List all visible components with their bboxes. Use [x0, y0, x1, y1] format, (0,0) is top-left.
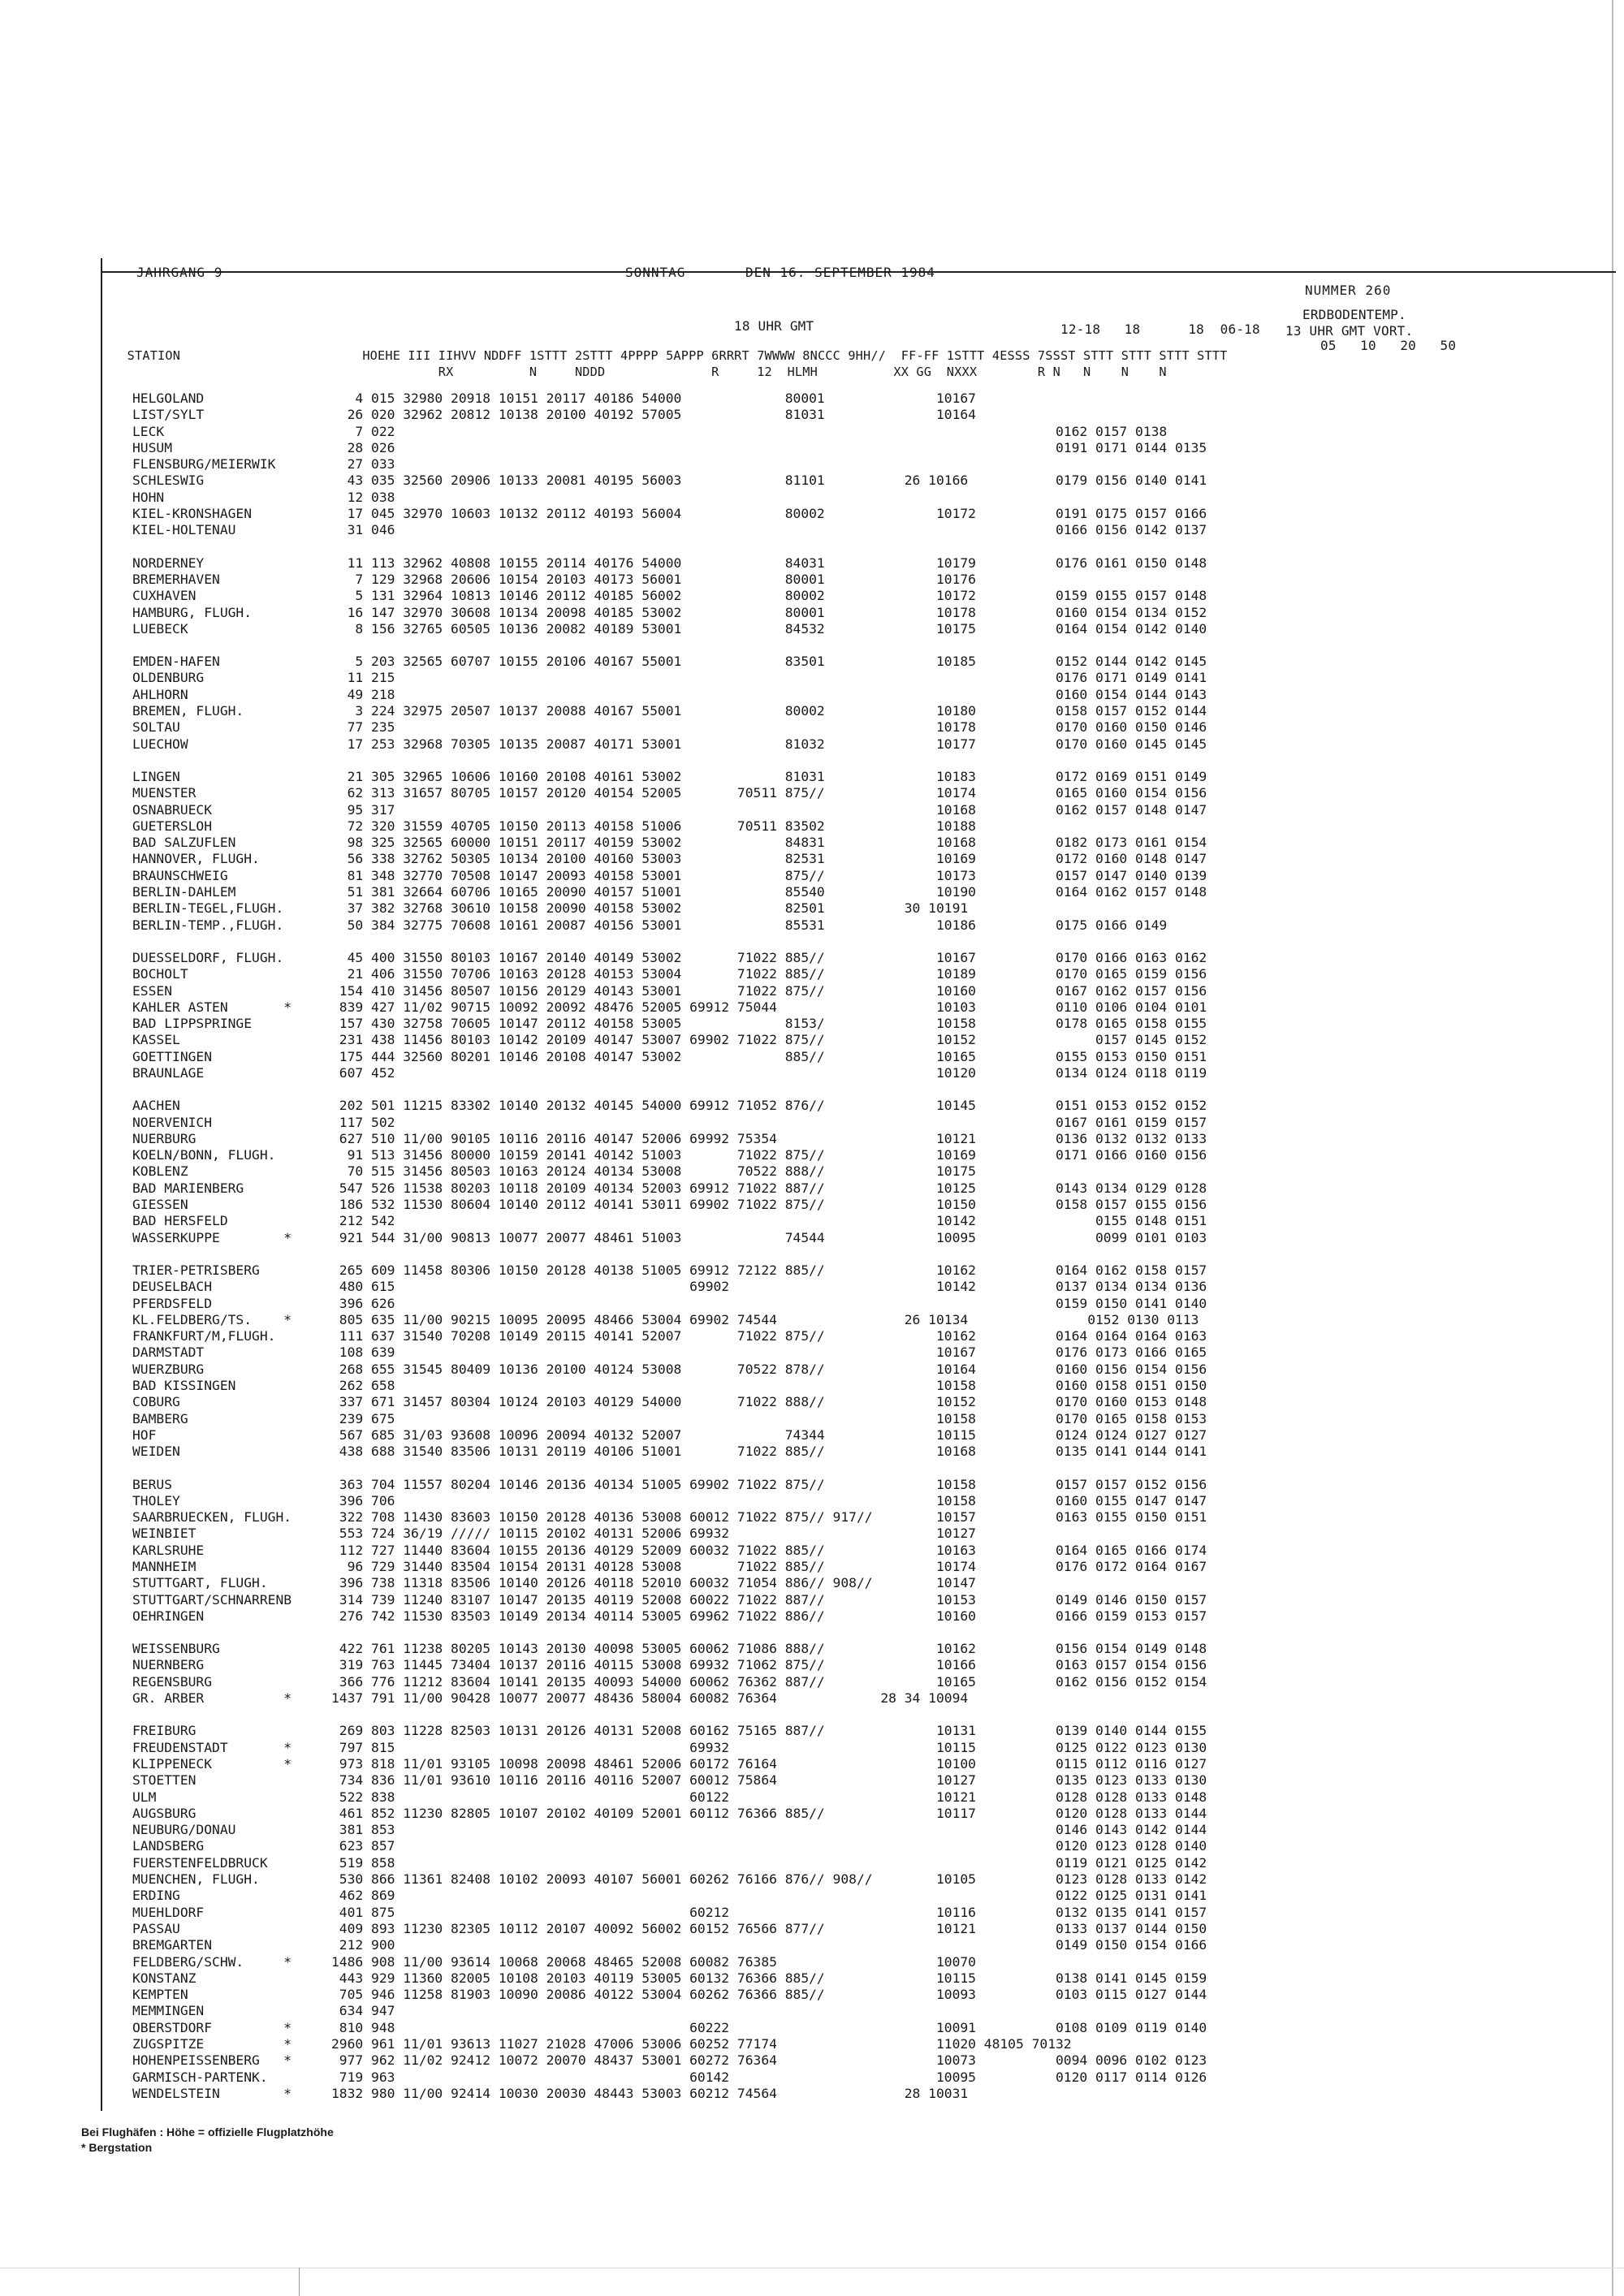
station-group: HELGOLAND LIST/SYLT LECK HUSUM FLENSBURG/MEIERWIK SCHLESWIG HOHN KIEL-KRONSHAGEN KIEL-HOLTENAU — [132, 391, 276, 538]
nummer: NUMMER 260 — [1305, 283, 1392, 298]
data-group: 45 400 31550 80103 10167 20140 40149 53002 71022 885// 10167 0170 0166 0163 0162 21 406 31550 70706 10163 20128 40153 53004 71022 885// 10189 0170 0165 0159 0156 154 410 31456 80507 10156 20129 40143 53001 71022 875// 10160 0167 0162 0157 0156 839 427 11/02 90715 10092 20092 48476 52005 69912 75044 10103 0110 0106 0104 0101 157 430 32758 70605 10147 20112 40158 53005 8153/ 10158 0178 0165 0158 0155 231 438 11456 80103 10142 20109 40147 53007 69902 71022 875// 10152 0157 0145 0152 175 444 32560 80201 10146 20108 40147 53002 885// 10165 0155 0153 0150 0151 607 452 10120 0134 0124 0118 0119 — [339, 949, 1207, 1081]
station-group: BERUS THOLEY SAARBRUECKEN, FLUGH. WEINBIET KARLSRUHE MANNHEIM STUTTGART, FLUGH. STUTTGART/SCHNARRENB OEHRINGEN — [132, 1476, 292, 1624]
erdboden-label: ERDBODENTEMP. — [1302, 307, 1406, 322]
data-group: 265 609 11458 80306 10150 20128 40138 51005 69912 72122 885// 10162 0164 0162 0158 0157 480 615 69902 10142 0137 0134 0134 0136 396 626 0159 0150 0141 0140 805 635 11/00 90215 10095 20095 48466 53004 69902 74544 26 10134 0152 0130 0113 111 637 31540 70208 10149 20115 40141 52007 71022 875// 10162 0164 0164 0164 0163 108 639 10167 0176 0173 0166 0165 268 655 31545 80409 10136 20100 40124 53008 70522 878// 10164 0160 0156 0154 0156 262 658 10158 0160 0158 0151 0150 337 671 31457 80304 10124 20103 40129 54000 71022 888// 10152 0170 0160 0153 0148 239 675 10158 0170 0165 0158 0153 567 685 31/03 93608 10096 20094 40132 52007 74344 10115 0124 0124 0127 0127 438 688 31540 83506 10131 20119 40106 51001 71022 885// 10168 0135 0141 0144 0141 — [339, 1262, 1207, 1460]
data-column — [331, 391, 1207, 2102]
data-group: 5 203 32565 60707 10155 20106 40167 55001 83501 10185 0152 0144 0142 0145 11 215 0176 0171 0149 0141 49 218 0160 0154 0144 0143 3 224 32975 20507 10137 20088 40167 55001 80002 10180 0158 0157 0152 0144 77 235 10178 0170 0160 0150 0146 17 253 32968 70305 10135 20087 40171 53001 81032 10177 0170 0160 0145 0145 — [347, 654, 1207, 752]
station-group: AACHEN NOERVENICH NUERBURG KOELN/BONN, FLUGH. KOBLENZ BAD MARIENBERG GIESSEN BAD HERSFELD WASSERKUPPE * — [132, 1098, 292, 1245]
data-group: 4 015 32980 20918 10151 20117 40186 54000 80001 10167 26 020 32962 20812 10138 20100 40192 57005 81031 10164 7 022 0162 0157 0138 28 026 0191 0171 0144 0135 27 033 43 035 32560 20906 10133 20081 40195 56003 81101 26 10166 0179 0156 0140 0141 12 038 17 045 32970 10603 10132 20112 40193 56004 80002 10172 0191 0175 0157 0166 31 046 0166 0156 0142 0137 — [347, 391, 1207, 538]
column-header-2: RX N NDDD R 12 HLMH XX GG NXXX R N N N N — [112, 365, 1167, 379]
station-group: DUESSELDORF, FLUGH. BOCHOLT ESSEN KAHLER ASTEN * BAD LIPPSPRINGE KASSEL GOETTINGEN BRAUNLAGE — [132, 949, 292, 1081]
station-group: EMDEN-HAFEN OLDENBURG AHLHORN BREMEN, FLUGH. SOLTAU LUECHOW — [132, 654, 244, 752]
crop-mark — [299, 2268, 300, 2296]
time-main: 18 UHR GMT — [734, 318, 814, 334]
station-group: TRIER-PETRISBERG DEUSELBACH PFERDSFELD KL.FELDBERG/TS. * FRANKFURT/M,FLUGH. DARMSTADT WUERZBURG BAD KISSINGEN COBURG BAMBERG HOF WEIDEN — [132, 1262, 292, 1460]
footnote-mountain: * Bergstation — [81, 2141, 153, 2154]
data-group: 269 803 11228 82503 10131 20126 40131 52008 60162 75165 887// 10131 0139 0140 0144 0155 797 815 69932 10115 0125 0122 0123 0130 973 818 11/01 93105 10098 20098 48461 52006 60172 76164 10100 0115 0112 0116 0127 734 836 11/01 93610 10116 20116 40116 52007 60012 75864 10127 0135 0123 0133 0130 522 838 60122 10121 0128 0128 0133 0148 461 852 11230 82805 10107 20102 40109 52001 60112 76366 885// 10117 0120 0128 0133 0144 381 853 0146 0143 0142 0144 623 857 0120 0123 0128 0140 519 858 0119 0121 0125 0142 530 866 11361 82408 10102 20093 40107 56001 60262 76166 876// 908// 10105 0123 0128 0133 0142 462 869 0122 0125 0131 0141 401 875 60212 10116 0132 0135 0141 0157 409 893 11230 82305 10112 20107 40092 56002 60152 76566 877// 10121 0133 0137 0144 0150 212 900 0149 0150 0154 0166 1486 908 11/00 93614 10068 20068 48465 52008 60082 76385 10070 443 929 11360 82005 10108 20103 40119 53005 60132 76366 885// 10115 0138 0141 0145 0159 705 946 11258 81903 10090 20086 40122 53004 60262 76366 885// 10093 0103 0115 0127 0144 634 947 810 948 60222 10091 0108 0109 0119 0140 2960 961 11/01 93613 11027 21028 47006 53006 60252 77174 11020 48105 70132 977 962 11/02 92412 10072 20070 48437 53001 60272 76364 10073 0094 0096 0102 0123 719 963 60142 10095 0120 0117 0114 0126 1832 980 11/00 92414 10030 20030 48443 53003 60212 74564 28 10031 — [331, 1723, 1207, 2101]
station-group: LINGEN MUENSTER OSNABRUECK GUETERSLOH BAD SALZUFLEN HANNOVER, FLUGH. BRAUNSCHWEIG BERLIN-DAHLEM BERLIN-TEGEL,FLUGH. BERLIN-TEMP.,FLUGH. — [132, 768, 284, 933]
depths-label: 05 10 20 50 — [1320, 338, 1457, 353]
data-group: 202 501 11215 83302 10140 20132 40145 54000 69912 71052 876// 10145 0151 0153 0152 0152 117 502 0167 0161 0159 0157 627 510 11/00 90105 10116 20116 40147 52006 69992 75354 10121 0136 0132 0132 0133 91 513 31456 80000 10159 20141 40142 51003 71022 875// 10169 0171 0166 0160 0156 70 515 31456 80503 10163 20124 40134 53008 70522 888// 10175 547 526 11538 80203 10118 20109 40134 52003 69912 71022 887// 10125 0143 0134 0129 0128 186 532 11530 80604 10140 20112 40141 53011 69902 71022 875// 10150 0158 0157 0155 0156 212 542 10142 0155 0148 0151 921 544 31/00 90813 10077 20077 48461 51003 74544 10095 0099 0101 0103 — [339, 1098, 1207, 1245]
station-group: WEISSENBURG NUERNBERG REGENSBURG GR. ARBER * — [132, 1641, 292, 1707]
time-right: 12-18 18 18 06-18 — [1060, 322, 1260, 337]
station-column — [132, 391, 292, 2102]
data-group: 363 704 11557 80204 10146 20136 40134 51005 69902 71022 875// 10158 0157 0157 0152 0156 396 706 10158 0160 0155 0147 0147 322 708 11430 83603 10150 20128 40136 53008 60012 71022 875// 917// 10157 0163 0155 0150 0151 553 724 36/19 ///// 10115 20102 40131 52006 69932 10127 112 727 11440 83604 10155 20136 40129 52009 60032 71022 885// 10163 0164 0165 0166 0174 96 729 31440 83504 10154 20131 40128 53008 71022 885// 10174 0176 0172 0164 0167 396 738 11318 83506 10140 20126 40118 52010 60032 71054 886// 908// 10147 314 739 11240 83107 10147 20135 40119 52008 60022 71022 887// 10153 0149 0146 0150 0157 276 742 11530 83503 10149 20134 40114 53005 69962 71022 886// 10160 0166 0159 0153 0157 — [339, 1476, 1207, 1624]
column-header-1: STATION HOEHE III IIHVV NDDFF 1STTT 2STTT 4PPPP 5APPP 6RRRT 7WWWW 8NCCC 9HH// FF-FF 1STTT 4ESSS 7SSST STTT STTT STTT STTT — [112, 348, 1228, 363]
vort-label: 13 UHR GMT VORT. — [1285, 323, 1414, 339]
date: DEN 16. SEPTEMBER 1984 — [745, 265, 935, 280]
station-group: NORDERNEY BREMERHAVEN CUXHAVEN HAMBURG, FLUGH. LUEBECK — [132, 555, 253, 637]
station-group: FREIBURG FREUDENSTADT * KLIPPENECK * STOETTEN ULM AUGSBURG NEUBURG/DONAU LANDSBERG FUERSTENFELDBRUCK MUENCHEN, FLUGH. ERDING MUEHLDORF PASSAU BREMGARTEN FELDBERG/SCHW. * KONSTANZ KEMPTEN MEMMINGEN OBERSTDORF * ZUGSPITZE * HOHENPEISSENBERG * GARMISCH-PARTENK. WENDELSTEIN * — [132, 1723, 292, 2101]
day: SONNTAG — [625, 265, 686, 280]
data-group: 422 761 11238 80205 10143 20130 40098 53005 60062 71086 888// 10162 0156 0154 0149 0148 319 763 11445 73404 10137 20116 40115 53008 69932 71062 875// 10166 0163 0157 0154 0156 366 776 11212 83604 10141 20135 40093 54000 60062 76362 887// 10165 0162 0156 0152 0154 1437 791 11/00 90428 10077 20077 48436 58004 60082 76364 28 34 10094 — [331, 1641, 1207, 1707]
jahrgang: JAHRGANG 9 — [136, 265, 223, 280]
footnote-airports: Bei Flughäfen : Höhe = offizielle Flugplatzhöhe — [81, 2126, 334, 2138]
data-group: 11 113 32962 40808 10155 20114 40176 54000 84031 10179 0176 0161 0150 0148 7 129 32968 20606 10154 20103 40173 56001 80001 10176 5 131 32964 10813 10146 20112 40185 56002 80002 10172 0159 0155 0157 0148 16 147 32970 30608 10134 20098 40185 53002 80001 10178 0160 0154 0134 0152 8 156 32765 60505 10136 20082 40189 53001 84532 10175 0164 0154 0142 0140 — [347, 555, 1207, 637]
data-group: 21 305 32965 10606 10160 20108 40161 53002 81031 10183 0172 0169 0151 0149 62 313 31657 80705 10157 20120 40154 52005 70511 875// 10174 0165 0160 0154 0156 95 317 10168 0162 0157 0148 0147 72 320 31559 40705 10150 20113 40158 51006 70511 83502 10188 98 325 32565 60000 10151 20117 40159 53002 84831 10168 0182 0173 0161 0154 56 338 32762 50305 10134 20100 40160 53003 82531 10169 0172 0160 0148 0147 81 348 32770 70508 10147 20093 40158 53001 875// 10173 0157 0147 0140 0139 51 381 32664 60706 10165 20090 40157 51001 85540 10190 0164 0162 0157 0148 37 382 32768 30610 10158 20090 40158 53002 82501 30 10191 50 384 32775 70608 10161 20087 40156 53001 85531 10186 0175 0166 0149 — [347, 768, 1207, 933]
